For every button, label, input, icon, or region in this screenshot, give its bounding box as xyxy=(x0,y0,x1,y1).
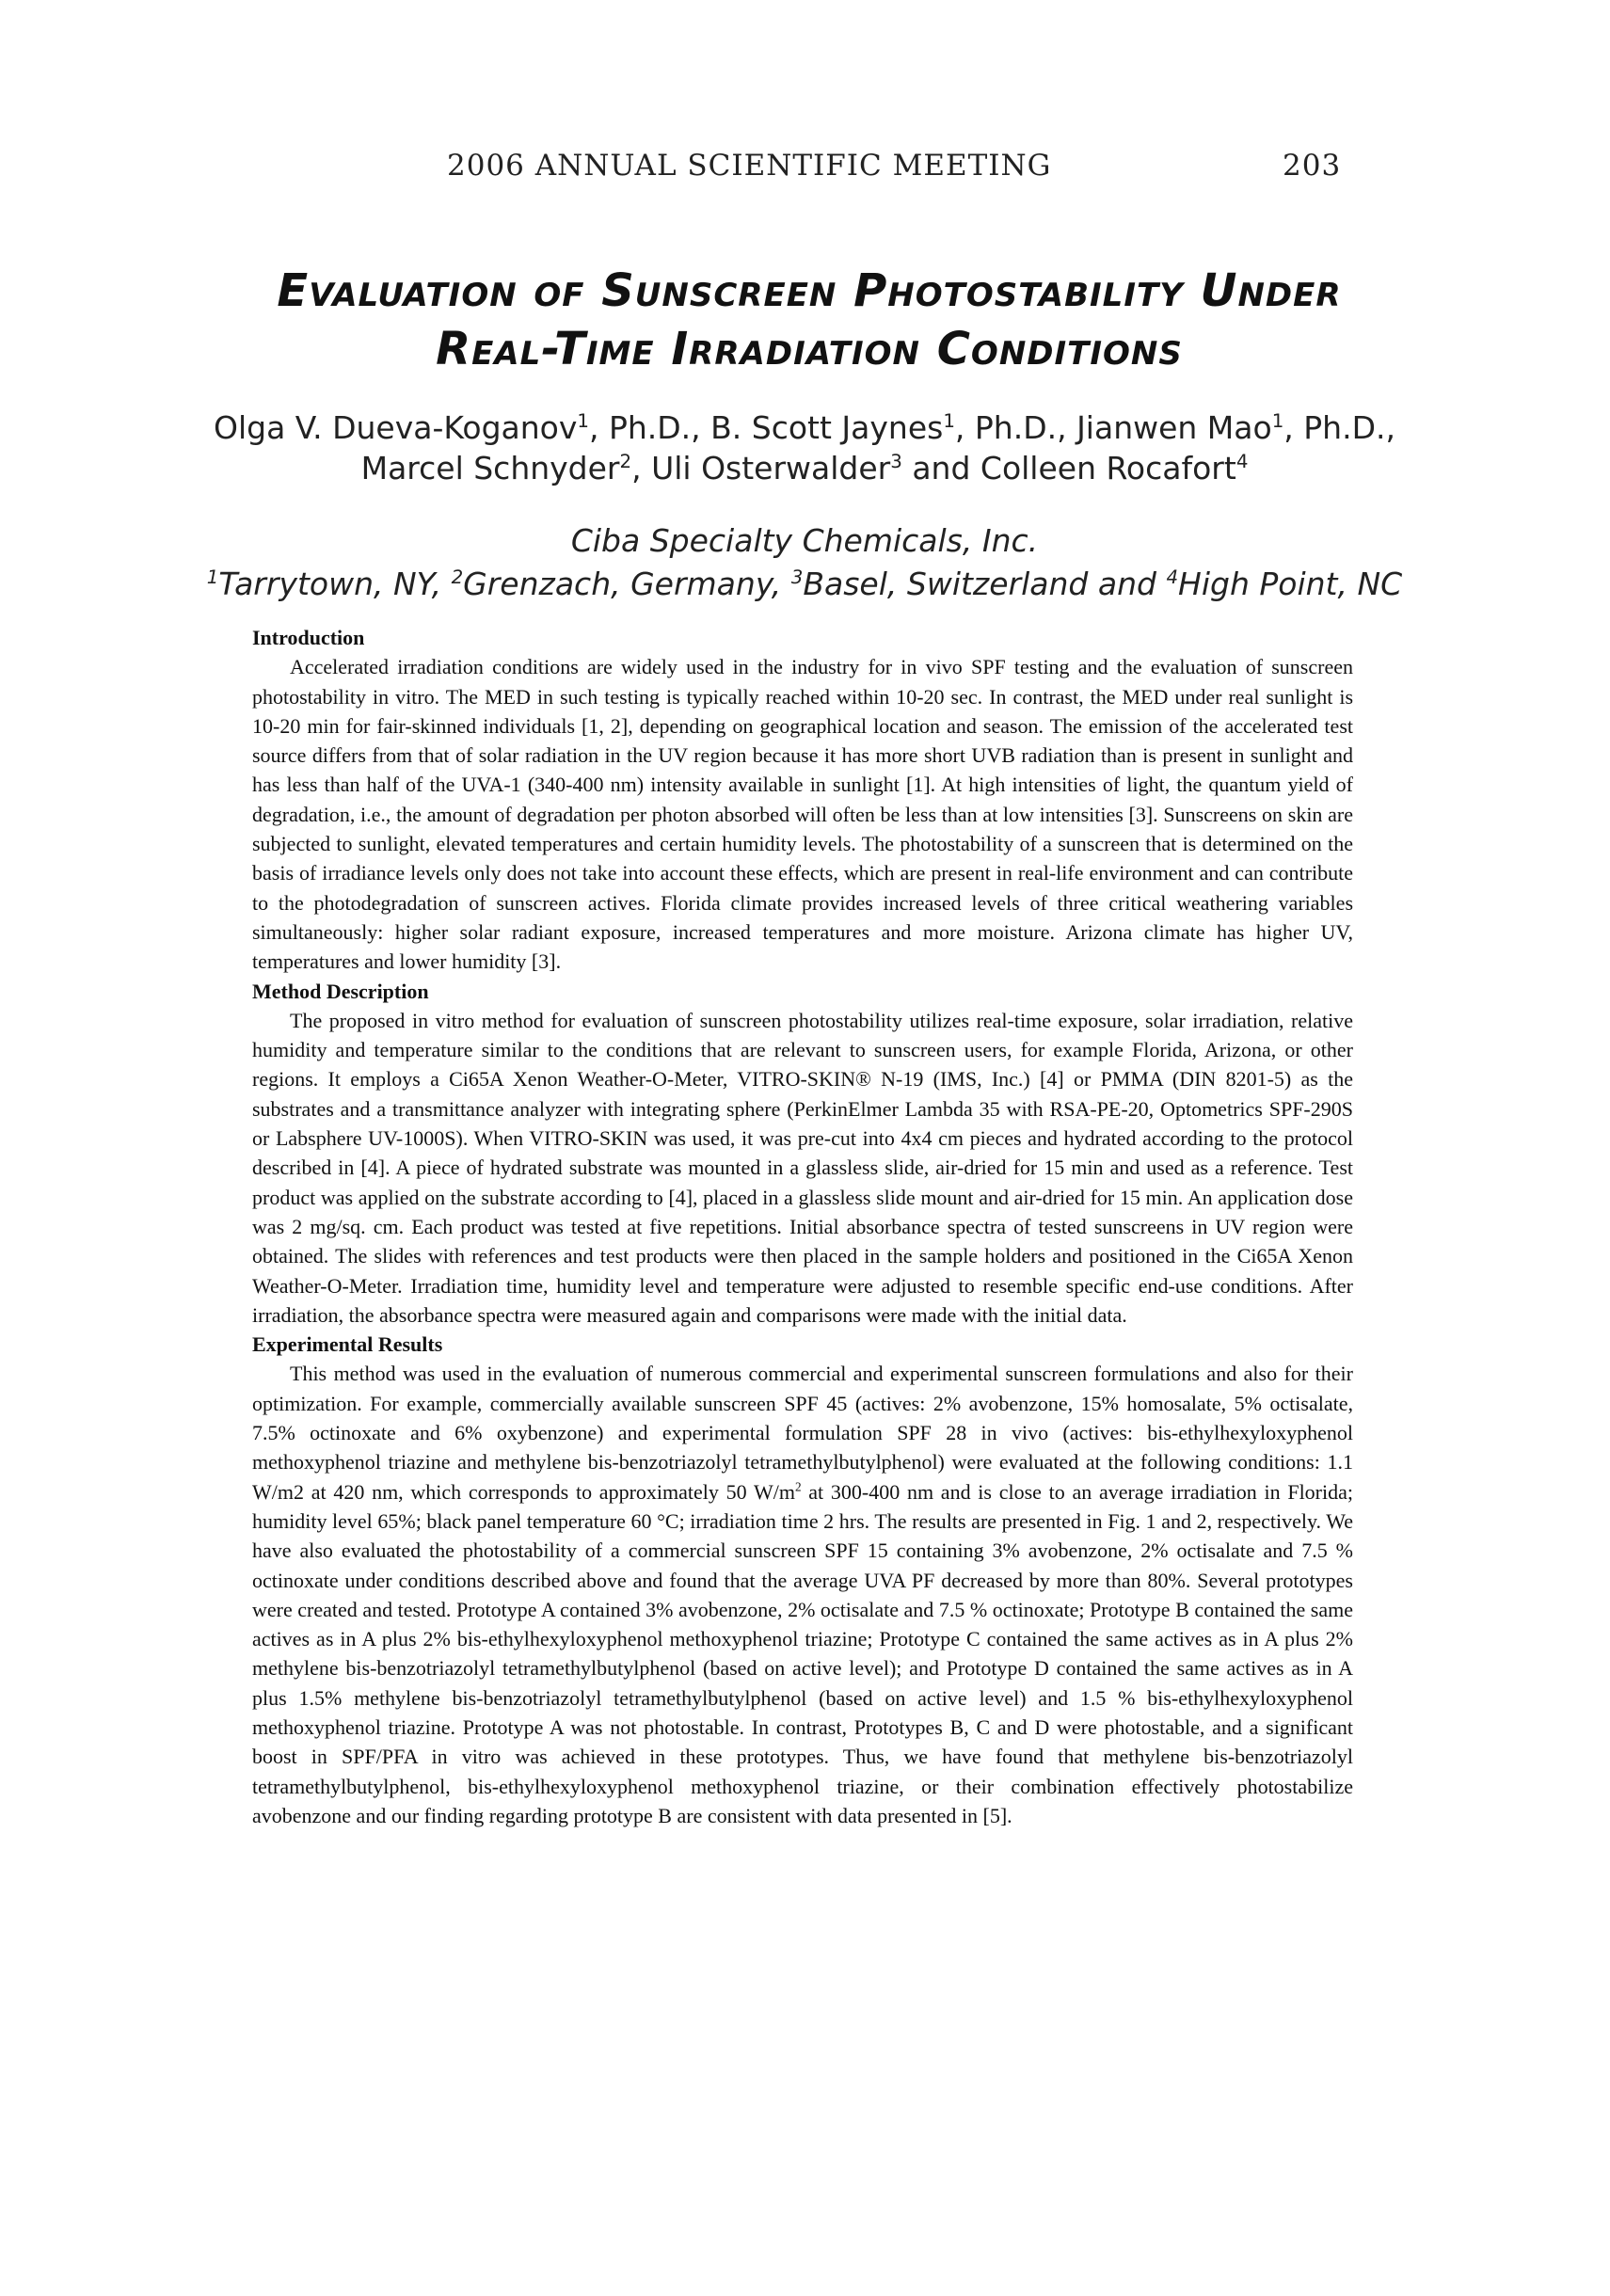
author-name: Marcel Schnyder xyxy=(360,450,620,486)
author-affil-mark: 1 xyxy=(577,410,589,432)
introduction-heading: Introduction xyxy=(252,626,365,649)
title-line-1: Evaluation of Sunscreen Photostability Under xyxy=(277,264,1342,317)
author-line-2 xyxy=(151,448,1459,488)
author-name: , Ph.D., B. Scott Jaynes xyxy=(588,409,944,446)
abstract-body xyxy=(252,623,1353,1830)
page-number: 203 xyxy=(1283,149,1342,183)
method-heading: Method Description xyxy=(252,979,429,1003)
running-header xyxy=(0,149,1610,186)
author-name: Olga V. Dueva-Koganov xyxy=(214,409,578,446)
author-affil-mark: 2 xyxy=(619,451,632,472)
paper-title xyxy=(169,262,1449,378)
author-list xyxy=(151,407,1459,488)
author-name: and Colleen Rocafort xyxy=(901,450,1236,486)
results-text: This method was used in the evaluation of numerous commercial and experimental sunscreen formulations and also for their optimization. For example, commercially available sunscreen SPF 45 (actives: 2% avobenzone, 15% homosalate, 5% octisalate, 7.5% octinoxate and 6% oxybenzone) and experimental formulation SPF 28 in vivo (actives: bis-ethylhexyloxyphenol methoxyphenol triazine and methylene bis-benzotriazolyl tetramethylbutylphenol) were evaluated at the following conditions: 1.1 W/m2 at 420 nm, which corresponds to approximately 50 W/m xyxy=(252,1362,1353,1504)
author-affil-mark: 4 xyxy=(1235,451,1249,472)
location: Tarrytown, NY, xyxy=(218,566,452,602)
superscript: 2 xyxy=(794,1479,802,1494)
company-name: Ciba Specialty Chemicals, Inc. xyxy=(570,522,1039,559)
author-name: , Ph.D., Jianwen Mao xyxy=(954,409,1272,446)
author-affil-mark: 1 xyxy=(943,410,955,432)
results-paragraph xyxy=(252,1359,1353,1830)
author-name: , Ph.D., xyxy=(1283,409,1395,446)
locations xyxy=(104,563,1506,606)
affil-mark: 4 xyxy=(1166,566,1179,588)
author-affil-mark: 3 xyxy=(890,451,902,472)
author-name: , Uli Osterwalder xyxy=(631,450,891,486)
location: High Point, NC xyxy=(1178,566,1403,602)
results-heading: Experimental Results xyxy=(252,1332,443,1357)
location: Grenzach, Germany, xyxy=(463,566,791,602)
author-line-1 xyxy=(151,407,1459,448)
author-affil-mark: 1 xyxy=(1271,410,1284,432)
introduction-paragraph: Accelerated irradiation conditions are widely used in the industry for in vivo SPF testing and the evaluation of sunscreen photostability in vitro. The MED in such testing is typically reached within 10-20 sec. In contrast, the MED under real sunlight is 10-20 min for fair-skinned individuals [1, 2], depending on geographical location and season. The emission of the accelerated test source differs from that of solar radiation in the UV region because it has more short UVB radiation than is present in sunlight and has less than half of the UVA-1 (340-400 nm) intensity available in sunlight [1]. At high intensities of light, the quantum yield of degradation, i.e., the amount of degradation per photon absorbed will often be less than at low intensities [3]. Sunscreens on skin are subjected to sunlight, elevated temperatures and certain humidity levels. The photostability of a sunscreen that is determined on the basis of irradiance levels only does not take into account these effects, which are present in real-life environment and can contribute to the photodegradation of sunscreen actives. Florida climate provides increased levels of three critical weathering variables simultaneously: higher solar radiant exposure, increased temperatures and more moisture. Arizona climate has higher UV, temperatures and lower humidity [3]. xyxy=(252,655,1353,974)
location: Basel, Switzerland and xyxy=(803,566,1167,602)
method-paragraph: The proposed in vitro method for evaluation of sunscreen photostability utilizes real-time exposure, solar irradiation, relative humidity and temperature similar to the conditions that are relevant to sunscreen users, for example Florida, Arizona, or other regions. It employs a Ci65A Xenon Weather-O-Meter, VITRO-SKIN® N-19 (IMS, Inc.) [4] or PMMA (DIN 8201-5) as the substrates and a transmittance analyzer with integrating sphere (PerkinElmer Lambda 35 with RSA-PE-20, Optometrics SPF-290S or Labsphere UV-1000S). When VITRO-SKIN was used, it was pre-cut into 4x4 cm pieces and hydrated according to the protocol described in [4]. A piece of hydrated substrate was mounted in a glassless slide, air-dried for 15 min and used as a reference. Test product was applied on the substrate according to [4], placed in a glassless slide mount and air-dried for 15 min. An application dose was 2 mg/sq. cm. Each product was tested at five repetitions. Initial absorbance spectra of tested sunscreens in UV region were obtained. The slides with references and test products were then placed in the sample holders and positioned in the Ci65A Xenon Weather-O-Meter. Irradiation time, humidity level and temperature were adjusted to resemble specific end-use conditions. After irradiation, the absorbance spectra were measured again and comparisons were made with the initial data. xyxy=(252,1008,1353,1327)
affiliation-block xyxy=(104,519,1506,606)
meeting-title: 2006 ANNUAL SCIENTIFIC MEETING xyxy=(447,149,1052,183)
results-text: at 300-400 nm and is close to an average irradiation in Florida; humidity level 65%; black panel temperature 60 °C; irradiation time 2 hrs. The results are presented in Fig. 1 and 2, respectively. We have also evaluated the photostability of a commercial sunscreen SPF 15 containing 3% avobenzone, 2% octisalate and 7.5 % octinoxate under conditions described above and found that the average UVA PF decreased by more than 80%. Several prototypes were created and tested. Prototype A contained 3% avobenzone, 2% octisalate and 7.5 % octinoxate; Prototype B contained the same actives as in A plus 2% bis-ethylhexyloxyphenol methoxyphenol triazine; Prototype C contained the same actives as in A plus 2% methylene bis-benzotriazolyl tetramethylbutylphenol (based on active level); and Prototype D contained the same actives as in A plus 1.5% methylene bis-benzotriazolyl tetramethylbutylphenol (based on active level) and 1.5 % bis-ethylhexyloxyphenol methoxyphenol triazine. Prototype A was not photostable. In contrast, Prototypes B, C and D were photostable, and a significant boost in SPF/PFA in vitro was achieved in these prototypes. Thus, we have found that methylene bis-benzotriazolyl tetramethylbutylphenol, bis-ethylhexyloxyphenol methoxyphenol triazine, or their combination effectively photostabilize avobenzone and our finding regarding prototype B are consistent with data presented in [5]. xyxy=(252,1479,1354,1827)
affil-mark: 1 xyxy=(206,566,219,588)
affil-mark: 2 xyxy=(451,566,464,588)
title-line-2: Real-Time Irradiation Conditions xyxy=(436,323,1183,375)
affil-mark: 3 xyxy=(790,566,804,588)
